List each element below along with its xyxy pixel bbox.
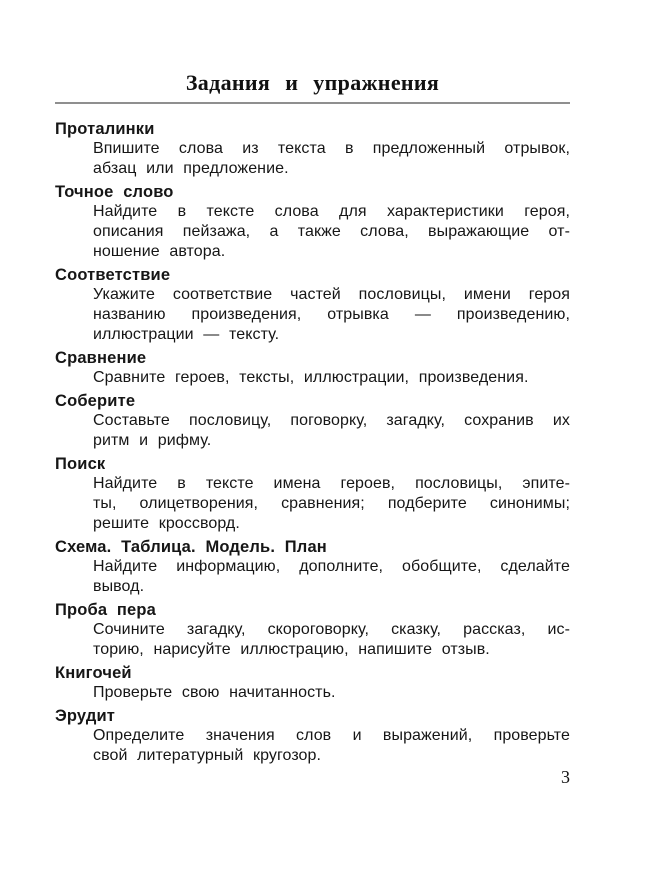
section-heading: Соответствие xyxy=(55,266,171,284)
text-line: торию, нарисуйте иллюстрацию, напишите отзыв. xyxy=(93,641,490,658)
text-line: ношение автора. xyxy=(93,243,226,260)
section-heading: Поиск xyxy=(55,455,106,473)
section-erudit xyxy=(55,706,570,766)
title-divider xyxy=(55,102,570,104)
section-knigochey xyxy=(55,663,570,703)
text-line: Составьте пословицу, поговорку, загадку, сохранив их xyxy=(93,412,570,429)
section-description xyxy=(93,474,570,534)
text-line: решите кроссворд. xyxy=(93,515,240,532)
section-description xyxy=(93,620,570,660)
section-description xyxy=(93,683,570,703)
section-tochnoe-slovo xyxy=(55,182,570,262)
text-line: Проверьте свою начитанность. xyxy=(93,684,336,701)
section-heading: Эрудит xyxy=(55,707,116,725)
text-line: Определите значения слов и выражений, проверьте xyxy=(93,727,570,744)
text-line: ты, олицетворения, сравнения; подберите синонимы; xyxy=(93,495,570,512)
section-protalinki xyxy=(55,119,570,179)
text-line: Сочините загадку, скороговорку, сказку, рассказ, ис- xyxy=(93,621,570,638)
section-proba-pera xyxy=(55,600,570,660)
section-description xyxy=(93,726,570,766)
section-heading: Соберите xyxy=(55,392,136,410)
section-shema-tablica-model-plan xyxy=(55,537,570,597)
text-line: Укажите соответствие частей пословицы, имени героя xyxy=(93,286,570,303)
text-line: вывод. xyxy=(93,578,145,595)
section-sravnenie xyxy=(55,348,570,388)
section-description xyxy=(93,139,570,179)
section-description xyxy=(93,557,570,597)
page-number: 3 xyxy=(561,767,570,787)
section-description xyxy=(93,368,570,388)
page-title: Задания и упражнения xyxy=(185,70,440,95)
text-line: названию произведения, отрывка — произведению, xyxy=(93,306,570,323)
section-heading: Схема. Таблица. Модель. План xyxy=(55,538,327,556)
section-description xyxy=(93,411,570,451)
glossary-list xyxy=(55,119,570,766)
section-description xyxy=(93,202,570,262)
section-heading: Проталинки xyxy=(55,120,155,138)
text-line: иллюстрации — тексту. xyxy=(93,326,280,343)
text-line: Найдите в тексте имена героев, пословицы, эпите- xyxy=(93,475,570,492)
section-heading: Проба пера xyxy=(55,601,156,619)
text-line: Сравните героев, тексты, иллюстрации, произведения. xyxy=(93,369,529,386)
text-line: Найдите в тексте слова для характеристики героя, xyxy=(93,203,570,220)
text-line: Найдите информацию, дополните, обобщите, сделайте xyxy=(93,558,570,575)
text-line: свой литературный кругозор. xyxy=(93,747,322,764)
text-line: описания пейзажа, а также слова, выражающие от- xyxy=(93,223,570,240)
section-poisk xyxy=(55,454,570,534)
section-sootvetstvie xyxy=(55,265,570,345)
text-line: абзац или предложение. xyxy=(93,160,289,177)
section-heading: Точное слово xyxy=(55,183,174,201)
section-description xyxy=(93,285,570,345)
section-heading: Сравнение xyxy=(55,349,147,367)
section-heading: Книгочей xyxy=(55,664,132,682)
section-soberite xyxy=(55,391,570,451)
text-line: Впишите слова из текста в предложенный отрывок, xyxy=(93,140,570,157)
text-line: ритм и рифму. xyxy=(93,432,212,449)
